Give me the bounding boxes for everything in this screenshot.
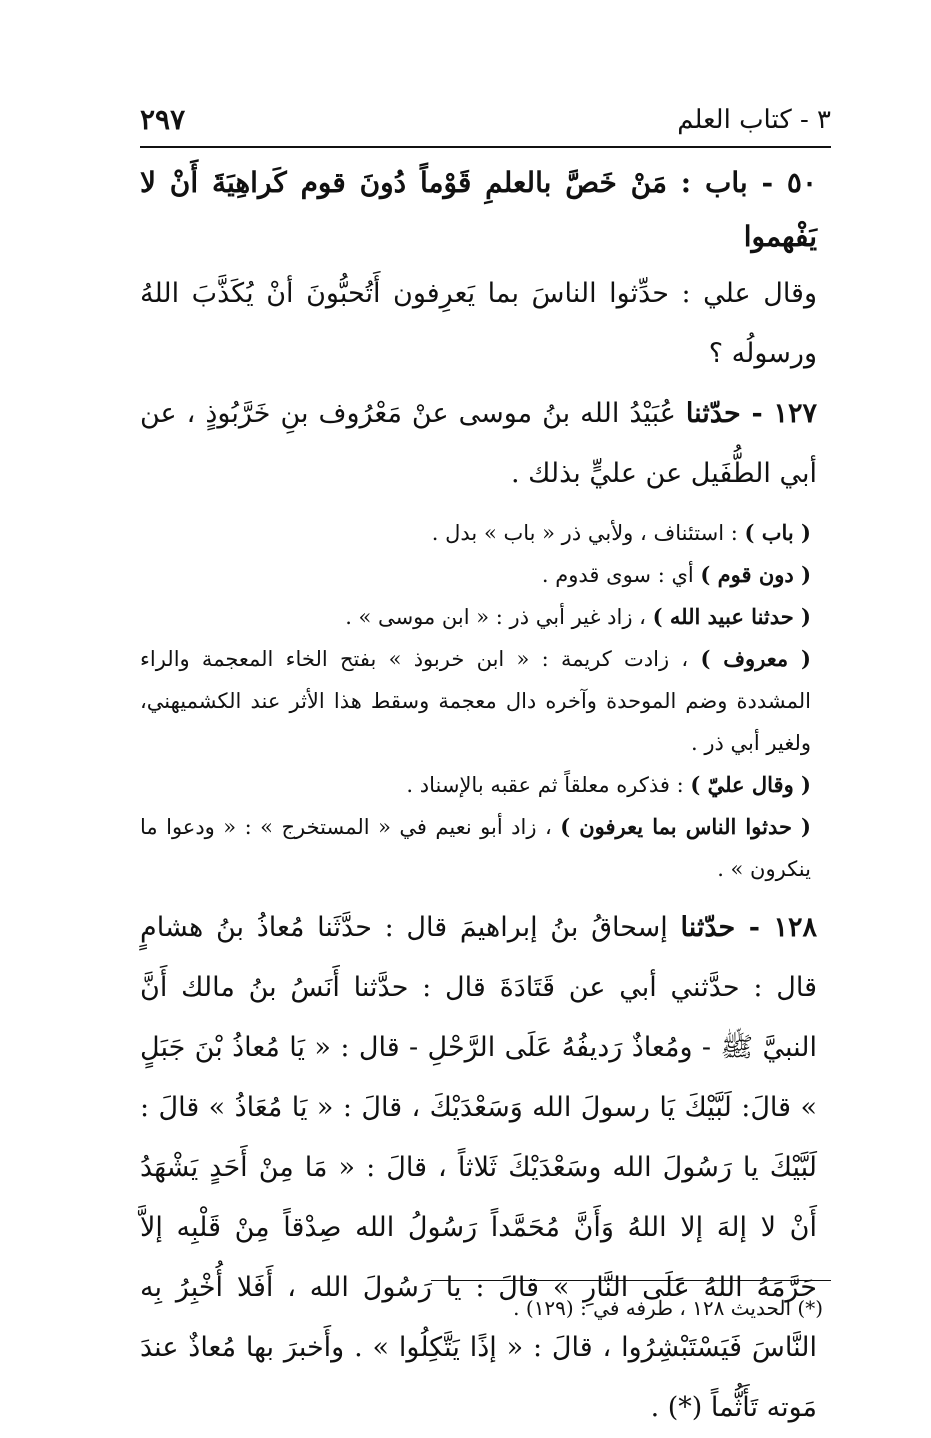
hadith-128-text: إسحاقُ بنُ إبراهيمَ قال : حدَّثَنا مُعاذُ بنُ هشامٍ قال : حدَّثني أبي عن قَتَادَةَ قال : حدَّثنا أَنَسُ بنُ مالك أَنَّ النبيَّ ﷺ - ومُعاذٌ رَديفُهُ عَلَى الرَّحْلِ - قال : « يَا مُعاذُ بْنَ جَبَلٍ » قالَ: لَبَّيْكَ يَا رسولَ الله وَسَعْدَيْكَ ، قالَ : « يَا مُعَاذُ » قالَ : لَبَّيْكَ يا رَسُولَ الله وسَعْدَيْكَ ثَلاثاً ، قالَ : « مَا مِنْ أَحَدٍ يَشْهَدُ أَنْ لا إلهَ إلا اللهُ وَأَنَّ مُحَمَّداً رَسُولُ الله صِدْقاً مِنْ قَلْبِه إلاَّ حَرَّمَهُ اللهُ عَلَى النَّارِ » قالَ : يا رَسُولَ الله ، أَفَلا أُخْبِرُ بِه النَّاسَ فَيَسْتَبْشِرُوا ، قالَ : « إذًا يَتَّكِلُوا » . وأَخبرَ بها مُعاذٌ عندَ مَوته تَأَثُّماً (*) . <box>140 912 817 1423</box>
spacer <box>140 890 831 898</box>
hadith-128 <box>140 898 831 1438</box>
commentary-text: ، زاد غير أبي ذر : « ابن موسى » . <box>345 605 653 629</box>
commentary-line <box>140 512 831 554</box>
commentary-line <box>140 806 831 890</box>
page-body <box>140 156 831 1438</box>
commentary-term: ( حدثوا الناس بما يعرفون ) <box>560 814 811 839</box>
page-number: ٢٩٧ <box>140 103 186 136</box>
commentary-text: أي : سوى قدوم . <box>541 563 701 587</box>
footnote-rule <box>431 1280 831 1281</box>
chapter-heading: ٥٠ - باب : مَنْ خَصَّ بالعلمِ قَوْماً دُونَ قوم كَراهِيَةَ أَنْ لا يَفْهموا <box>140 166 817 253</box>
commentary-term: ( حدثنا عبيد الله ) <box>652 604 811 629</box>
commentary-term: ( معروف ) <box>700 646 811 671</box>
commentary-text: ، زاد أبو نعيم في « المستخرج » : « ودعوا ما ينكرون » . <box>140 815 811 881</box>
commentary-line <box>140 596 831 638</box>
hadith-127 <box>140 384 831 504</box>
commentary-text: ، زادت كريمة : « ابن خربوذ » بفتح الخاء المعجمة والراء المشددة وضم الموحدة وآخره دال معجمة وسقط هذا الأثر عند الكشميهني، ولغير أبي ذر . <box>140 647 811 755</box>
commentary-line <box>140 554 831 596</box>
spacer <box>140 504 831 512</box>
intro-paragraph: وقال علي : حدِّثوا الناسَ بما يَعرِفون أَتُحبُّونَ أنْ يُكَذَّبَ اللهُ ورسولُه ؟ <box>140 278 817 369</box>
header-rule <box>140 146 831 148</box>
commentary-term: ( وقال عليّ ) <box>690 772 811 797</box>
page-header <box>140 100 831 144</box>
commentary-term: ( دون قوم ) <box>700 562 811 587</box>
commentary-text: : استئناف ، ولأبي ذر « باب » بدل . <box>431 521 745 545</box>
hadith-127-text: عُبَيْدُ الله بنُ موسى عنْ مَعْرُوف بنِ خَرَّبُوذٍ ، عن أبي الطُّفَيل عن عليٍّ بذلك . <box>140 398 817 489</box>
commentary-line <box>140 638 831 764</box>
hadith-128-label: ١٢٨ - حدّثنا <box>680 912 817 943</box>
hadith-127-label: ١٢٧ - حدّثنا <box>685 398 817 429</box>
commentary-text: : فذكره معلقاً ثم عقبه بالإسناد . <box>406 773 691 797</box>
commentary-line <box>140 764 831 806</box>
running-title: ٣ - كتاب العلم <box>677 105 831 135</box>
commentary-term: ( باب ) <box>744 520 811 545</box>
footnote: (*) الحديث ١٢٨ ، طرفه في : (١٢٩) . <box>513 1296 823 1320</box>
